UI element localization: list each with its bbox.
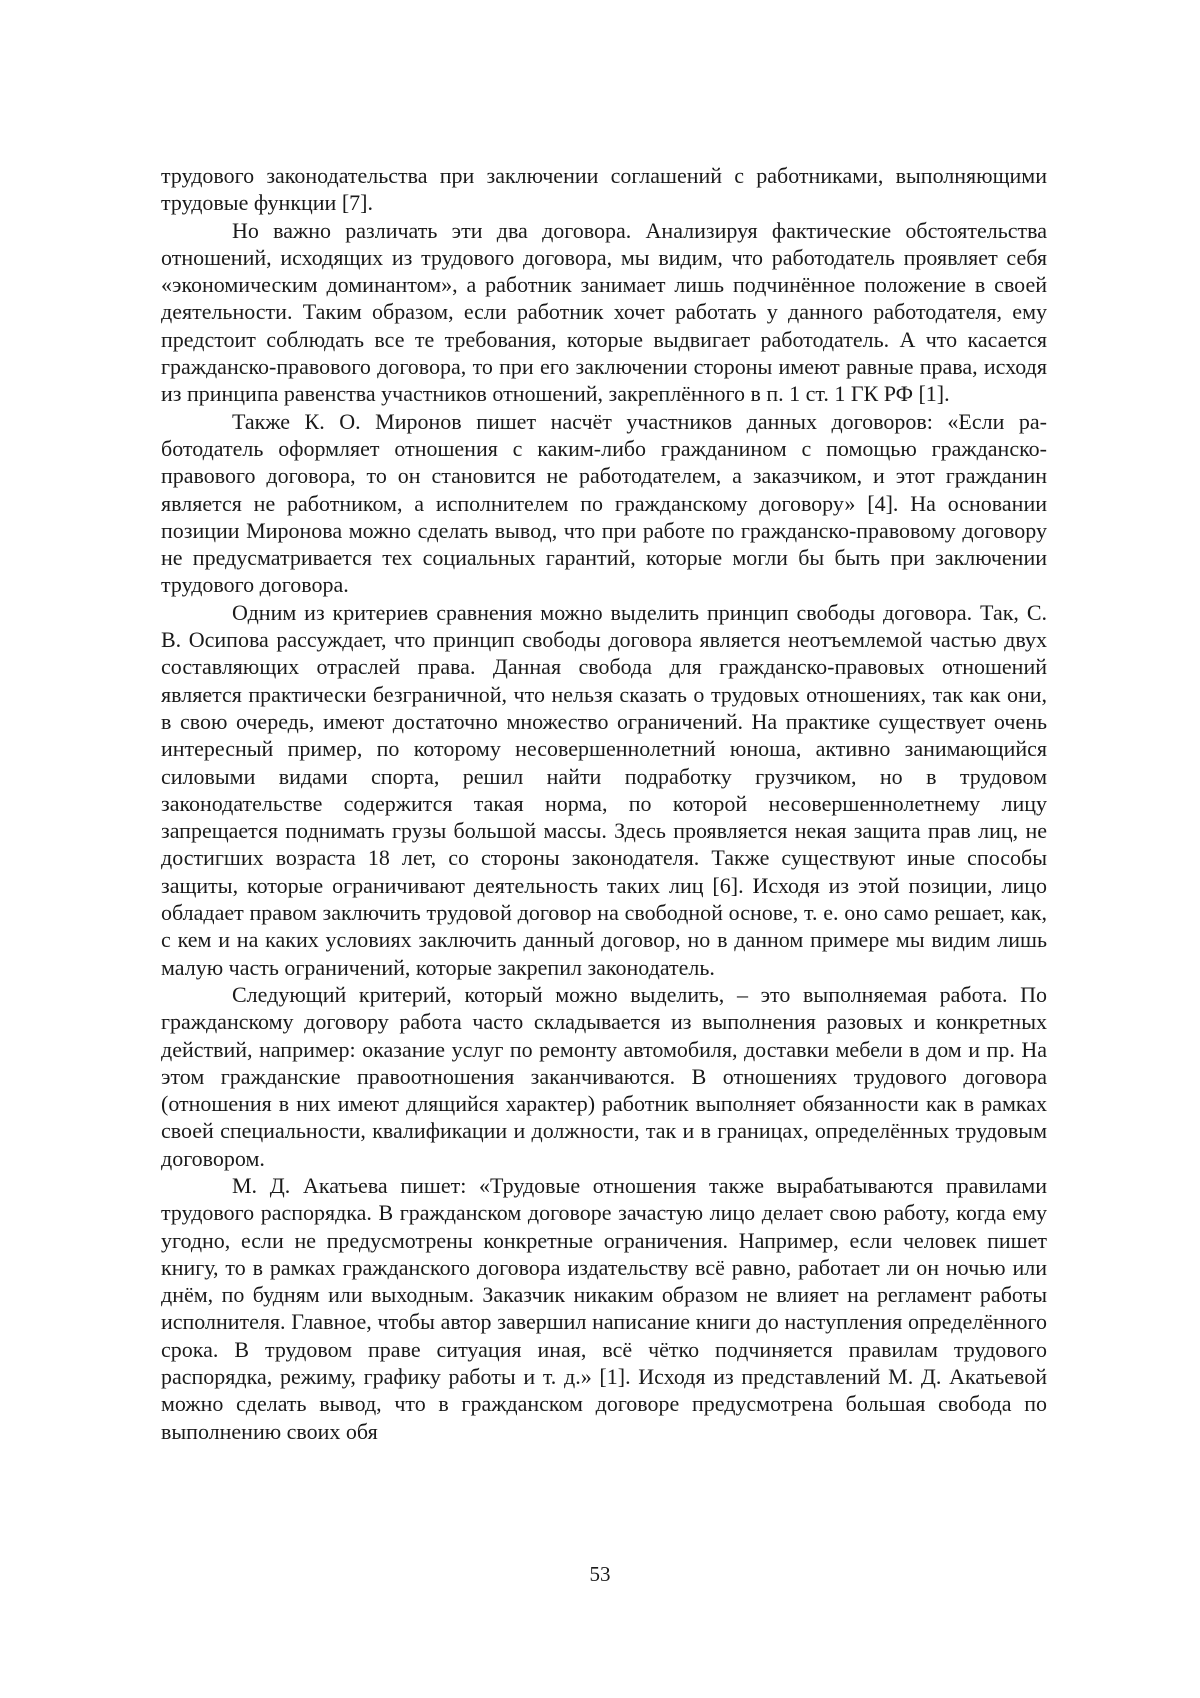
paragraph: Следующий критерий, который можно выделить, – это выполняемая работа. По гражданскому договору работа часто складывается из выполнения разовых и конкретных действий, например: оказание услуг по ремонту автомобиля, доставки мебели в дом и пр. На этом гражданские правоотношения заканчиваются. В отношениях трудового договора (отношения в них имеют длящийся характер) работник выполняет обязанности как в рамках своей специальности, квалификации и должности, так и в границах, определённых трудовым договором. — [161, 981, 1047, 1171]
paragraph: Также К. О. Миронов пишет насчёт участников данных договоров: «Если работодатель оформляет отношения с каким-либо гражданином с помощью гражданско-правового договора, то он становится не работодателем, а заказчиком, и этот гражданин является не работником, а исполнителем по гражданскому договору» [4]. На основании позиции Миронова можно сделать вывод, что при работе по гражданско-правовому договору не предусматривается тех социальных гарантий, которые могли бы быть при заключении трудового договора. — [161, 408, 1047, 598]
paragraph: Одним из критериев сравнения можно выделить принцип свободы договора. Так, С. В. Осипова рассуждает, что принцип свободы договора является неотъемлемой частью двух составляющих отраслей права. Данная свобода для гражданско-правовых отношений является практически безграничной, что нельзя сказать о трудовых отношениях, так как они, в свою очередь, имеют достаточно множество ограничений. На практике существует очень интересный пример, по которому несовершеннолетний юноша, активно занимающийся силовыми видами спорта, решил найти подработку грузчиком, но в трудовом законодательстве содержится такая норма, по которой несовершеннолетнему лицу запрещается поднимать грузы большой массы. Здесь проявляется некая защита прав лиц, не достигших возраста 18 лет, со стороны законодателя. Также существуют иные способы защиты, которые ограничивают деятельность таких лиц [6]. Исходя из этой позиции, лицо обладает правом заключить трудовой договор на свободной основе, т. е. оно само решает, как, с кем и на каких условиях заключить данный договор, но в данном примере мы видим лишь малую часть ограничений, которые закрепил законодатель. — [161, 599, 1047, 980]
paragraph: М. Д. Акатьева пишет: «Трудовые отношения также вырабатываются правилами трудового распорядка. В гражданском договоре зачастую лицо делает свою работу, когда ему угодно, если не предусмотрены конкретные ограничения. Например, если человек пишет книгу, то в рамках гражданского договора издательству всё равно, работает ли он ночью или днём, по будням или выходным. Заказчик никаким образом не влияет на регламент работы исполнителя. Главное, чтобы автор завершил написание книги до наступления определённого срока. В трудовом праве ситуация иная, всё чётко подчиняется правилам трудового распорядка, режиму, графику работы и т. д.» [1]. Исходя из представлений М. Д. Акатьевой можно сделать вывод, что в гражданском договоре предусмотрена большая свобода по выполнению своих обя — [161, 1172, 1047, 1444]
paragraph: Но важно различать эти два договора. Анализируя фактические обстоятельства отношений, исходящих из трудового договора, мы видим, что работодатель проявляет себя «экономическим доминантом», а работник занимает лишь подчинённое положение в своей деятельности. Таким образом, если работник хочет работать у данного работодателя, ему предстоит соблюдать все те требования, которые выдвигает работодатель. А что касается гражданско-правового договора, то при его заключении стороны имеют равные права, исходя из принципа равенства участников отношений, закреплённого в п. 1 ст. 1 ГК РФ [1]. — [161, 217, 1047, 407]
body-text — [161, 162, 1047, 1445]
paragraph-continuation: трудового законодательства при заключении соглашений с работниками, выполняющими трудовые функции [7]. — [161, 163, 1047, 216]
page-number: 53 — [589, 1562, 611, 1586]
